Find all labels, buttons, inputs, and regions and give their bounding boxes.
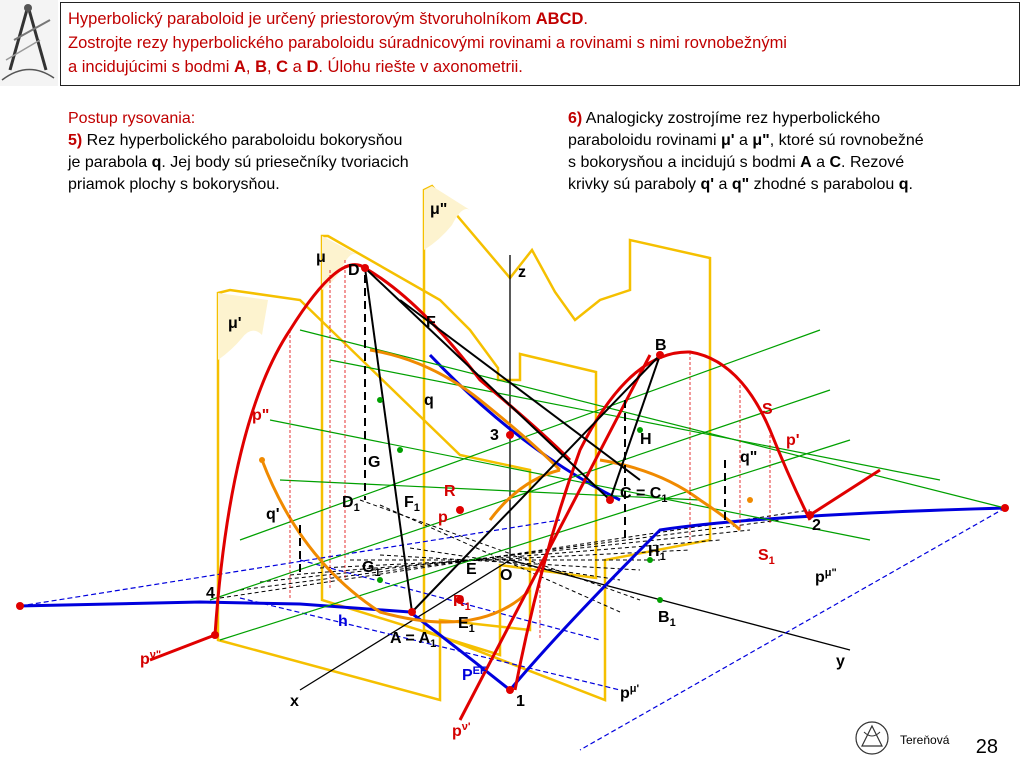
label-y: y bbox=[836, 653, 845, 670]
header-line1-a: Hyperbolický paraboloid je určený priestorovým štvoruholníkom bbox=[68, 10, 536, 28]
label-S: S bbox=[762, 401, 773, 418]
label-E: E bbox=[466, 561, 477, 578]
label-B1 bbox=[658, 609, 676, 629]
step6-text-b: paraboloidu rovinami bbox=[568, 132, 721, 149]
label-F1 bbox=[404, 494, 420, 514]
step6-text-a: Analogicky zostrojíme rez hyperbolického bbox=[582, 110, 881, 127]
step6-mu2: μ" bbox=[752, 132, 770, 149]
step5-text-b: je parabola bbox=[68, 154, 152, 171]
label-z: z bbox=[518, 264, 526, 281]
label-A-eq-A1 bbox=[390, 630, 436, 650]
step6-text-g: . Rezové bbox=[841, 154, 905, 171]
label-p-nu-dd bbox=[140, 649, 161, 668]
label-p-nu-dd-sup: ν" bbox=[149, 649, 162, 661]
procedure-title: Postup rysovania: bbox=[68, 110, 196, 127]
label-P-sup: EF bbox=[472, 665, 487, 677]
label-p-nu-d-sup: ν' bbox=[461, 721, 471, 733]
step6-text-k: . bbox=[908, 176, 913, 193]
label-P-text: P bbox=[462, 667, 473, 684]
label-p-nu-dd-text: p bbox=[140, 651, 150, 668]
header-line1-c: . bbox=[583, 10, 588, 28]
step6-C: C bbox=[829, 154, 842, 171]
step6-A: A bbox=[800, 154, 812, 171]
step6-text-e: s bokorysňou a incidujú s bodmi bbox=[568, 154, 801, 171]
author-name: Tereňová bbox=[900, 733, 950, 747]
header-abcd: ABCD bbox=[535, 10, 584, 28]
label-D: D bbox=[348, 262, 360, 279]
label-1: 1 bbox=[516, 693, 525, 710]
label-R: R bbox=[444, 483, 456, 500]
label-D1-text: D bbox=[342, 494, 354, 511]
label-q: q bbox=[424, 392, 434, 409]
step6-mu1: μ' bbox=[720, 132, 735, 149]
step6-text-j: zhodné s parabolou bbox=[749, 176, 899, 193]
label-E1-sub: 1 bbox=[468, 623, 475, 635]
label-p-mu-dd-text: p bbox=[815, 569, 825, 586]
label-h: h bbox=[338, 613, 348, 630]
label-S1 bbox=[758, 547, 775, 567]
label-C1-sub: 1 bbox=[661, 493, 668, 505]
label-p: p bbox=[438, 509, 448, 526]
label-x: x bbox=[290, 693, 299, 710]
label-p-d: p' bbox=[786, 432, 800, 449]
step5-q: q bbox=[151, 154, 162, 171]
step6-q1: q' bbox=[700, 176, 715, 193]
step6-number: 6) bbox=[568, 110, 583, 127]
label-A-eq-A1-text: A = A bbox=[390, 630, 431, 647]
step6-text-h: krivky sú paraboly bbox=[568, 176, 701, 193]
step5-text-a: Rez hyperbolického paraboloidu bokorysňou bbox=[82, 132, 403, 149]
label-p-nu-d bbox=[452, 721, 471, 740]
step6-text-f: a bbox=[811, 154, 830, 171]
step5-number: 5) bbox=[68, 132, 83, 149]
label-D1-sub: 1 bbox=[353, 502, 360, 514]
step6-text-i: a bbox=[714, 176, 732, 193]
header-D: D bbox=[306, 58, 319, 76]
label-B: B bbox=[655, 337, 667, 354]
label-H1-sub: 1 bbox=[659, 551, 666, 563]
step5-text-c: . Jej body sú priesečníky tvoriacich bbox=[161, 154, 409, 171]
label-3: 3 bbox=[490, 427, 499, 444]
label-B1-text: B bbox=[658, 609, 670, 626]
header-line3-c: . Úlohu riešte v axonometrii. bbox=[318, 58, 523, 76]
label-G1 bbox=[362, 559, 381, 579]
label-mu: μ bbox=[316, 249, 326, 266]
label-G: G bbox=[368, 454, 381, 471]
label-mu-dd: μ" bbox=[430, 201, 448, 218]
author-logo-icon bbox=[852, 718, 892, 758]
label-H1-text: H bbox=[648, 543, 660, 560]
label-F1-sub: 1 bbox=[413, 502, 420, 514]
header-sep1: , bbox=[245, 58, 256, 76]
label-G1-sub: 1 bbox=[374, 567, 381, 579]
label-S1-text: S bbox=[758, 547, 769, 564]
page-number: 28 bbox=[975, 736, 998, 758]
header-C: C bbox=[276, 58, 289, 76]
label-H: H bbox=[640, 431, 652, 448]
label-B1-sub: 1 bbox=[669, 617, 676, 629]
header-sep2: , bbox=[267, 58, 277, 76]
label-mu-d: μ' bbox=[228, 315, 242, 332]
header-A: A bbox=[233, 58, 246, 76]
label-2: 2 bbox=[812, 517, 821, 534]
label-C-eq-C1-text: C = C bbox=[620, 485, 662, 502]
label-p-nu-d-text: p bbox=[452, 723, 462, 740]
label-R1-text: R bbox=[453, 593, 465, 610]
label-R1-sub: 1 bbox=[464, 601, 471, 613]
label-F: F bbox=[426, 314, 436, 331]
label-P-EF bbox=[462, 665, 487, 684]
step6-text-c: a bbox=[734, 132, 753, 149]
header-sep3: a bbox=[288, 58, 307, 76]
label-S1-sub: 1 bbox=[768, 555, 775, 567]
label-p-dd: p" bbox=[252, 407, 270, 424]
label-p-mu-dd bbox=[815, 567, 837, 586]
step6-text-d: , ktoré sú rovnobežné bbox=[769, 132, 924, 149]
label-O: O bbox=[500, 567, 513, 584]
label-p-mu-d-text: p bbox=[620, 685, 630, 702]
header-line3-a: a incidujúcimi s bodmi bbox=[68, 58, 234, 76]
label-q-dd: q" bbox=[740, 449, 758, 466]
label-G1-text: G bbox=[362, 559, 375, 576]
label-p-mu-d bbox=[620, 683, 640, 702]
label-p-mu-d-sup: μ' bbox=[629, 683, 640, 695]
step6-q2: q" bbox=[731, 176, 750, 193]
label-E1-text: E bbox=[458, 615, 469, 632]
label-4: 4 bbox=[206, 585, 215, 602]
label-A1-sub: 1 bbox=[430, 638, 437, 650]
label-q-d: q' bbox=[266, 506, 280, 523]
step6-q: q bbox=[898, 176, 909, 193]
header-B: B bbox=[255, 58, 267, 76]
step5-text-d: priamok plochy s bokorysňou. bbox=[68, 176, 280, 193]
label-p-mu-dd-sup: μ" bbox=[824, 567, 837, 579]
label-F1-text: F bbox=[404, 494, 414, 511]
header-line2: Zostrojte rezy hyperbolického paraboloidu súradnicovými rovinami a rovinami s nimi rovnobežnými bbox=[68, 34, 787, 52]
